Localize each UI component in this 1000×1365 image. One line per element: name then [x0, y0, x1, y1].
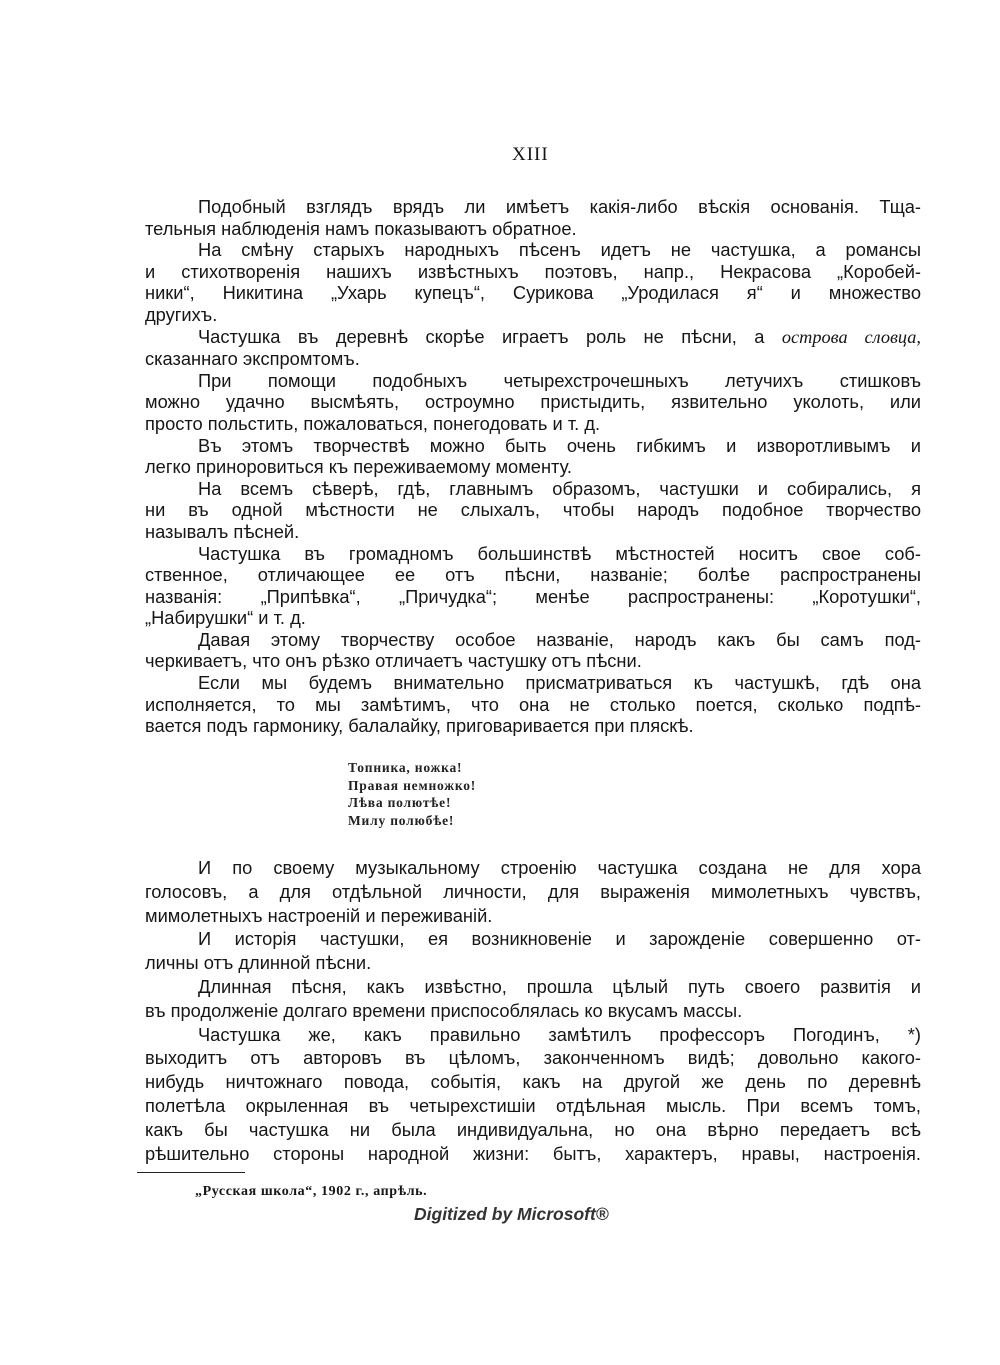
text-line — [145, 650, 921, 672]
text-line — [145, 951, 921, 975]
text-line — [145, 1142, 921, 1166]
text-line — [145, 856, 921, 880]
line-text: На всемъ сѣверѣ, гдѣ, главнымъ образомъ, частушки и собирались, я — [198, 477, 921, 499]
text-line — [145, 413, 921, 435]
line-text: И по своему музыкальному строенію частушка создана не для хора — [198, 857, 921, 878]
line-text: Давая этому творчеству особое названіе, народъ какъ бы самъ под- — [198, 628, 921, 650]
text-line — [145, 326, 921, 349]
verse-line: Лѣва полютѣе! — [348, 795, 452, 810]
text-line — [145, 715, 921, 737]
line-text: Въ этомъ творчествѣ можно быть очень гибкимъ и изворотливымъ и — [198, 434, 921, 456]
line-text: Длинная пѣсня, какъ извѣстно, прошла цѣлый путь своего развитія и — [198, 975, 921, 997]
line-text: названія: „Припѣвка“, „Причудка“; менѣе распространены: „Коротушки“, — [145, 585, 921, 607]
text-line — [145, 629, 921, 651]
text-block-2 — [145, 856, 921, 1165]
line-text: голосовъ, а для отдѣльной личности, для выраженія мимолетныхъ чувствъ, — [145, 880, 921, 902]
digitized-watermark: Digitized by Microsoft® — [414, 1204, 609, 1224]
line-text: Частушка въ деревнѣ скорѣе играетъ роль не пѣсни, а — [198, 325, 782, 347]
line-text: При помощи подобныхъ четырехстрочешныхъ летучихъ стишковъ — [198, 369, 921, 391]
line-text: называлъ пѣсней. — [145, 520, 300, 542]
footnote: „Русская школа“, 1902 г., апрѣль. — [195, 1184, 428, 1199]
italic-phrase: острова словца, — [781, 326, 921, 347]
text-line — [145, 1094, 921, 1118]
text-line — [145, 904, 921, 928]
text-line — [145, 499, 921, 521]
text-line — [145, 348, 921, 370]
page-number: XIII — [512, 144, 549, 165]
text-line — [145, 880, 921, 904]
text-line — [145, 927, 921, 951]
text-line — [145, 282, 921, 304]
line-text: сказаннаго экспромтомъ. — [145, 348, 360, 370]
line-text: На смѣну старыхъ народныхъ пѣсенъ идетъ не частушка, а романсы — [198, 239, 921, 261]
text-line — [145, 999, 921, 1023]
line-text: личны отъ длинной пѣсни. — [145, 952, 372, 974]
line-text: другихъ. — [145, 303, 218, 325]
line-text: Частушка же, какъ правильно замѣтилъ профессоръ Погодинъ, *) — [198, 1023, 921, 1045]
text-line — [145, 435, 921, 457]
text-line — [145, 1023, 921, 1047]
line-text: И исторія частушки, ея возникновеніе и зарожденіе совершенно от- — [198, 928, 921, 950]
line-text: легко приноровиться къ переживаемому моменту. — [145, 456, 573, 478]
line-text: Частушка въ громадномъ большинствѣ мѣстностей носитъ свое соб- — [198, 542, 921, 564]
line-text: рѣшительно стороны народной жизни: бытъ, характеръ, нравы, настроенія. — [145, 1142, 921, 1164]
line-text: ники“, Никитина „Ухарь купецъ“, Сурикова „Уродилася я“ и множество — [145, 282, 921, 304]
text-line — [145, 304, 921, 326]
line-text: просто польстить, пожаловаться, понегодовать и т. д. — [145, 412, 601, 434]
text-block-1 — [145, 196, 921, 737]
line-text: нибудь ничтожнаго повода, событія, какъ на другой же день по деревнѣ — [145, 1071, 921, 1093]
verse-line: Милу полюбѣе! — [348, 812, 455, 828]
text-line — [145, 543, 921, 565]
footnote-rule — [137, 1172, 245, 1173]
text-line — [145, 239, 921, 261]
line-text: можно удачно высмѣять, остроумно пристыдить, язвительно уколоть, или — [145, 391, 921, 413]
line-text: полетѣла окрыленная въ четырехстишіи отдѣльная мысль. При всемъ томъ, — [145, 1094, 921, 1116]
text-line — [145, 672, 921, 694]
line-text: „Набирушки“ и т. д. — [145, 607, 306, 629]
line-text: исполняется, то мы замѣтимъ, что она не столько поется, сколько подпѣ- — [145, 693, 921, 715]
line-text: мимолетныхъ настроеній и переживаній. — [145, 904, 493, 926]
text-line — [145, 1118, 921, 1142]
text-line — [145, 564, 921, 586]
chastushka-verse — [348, 759, 476, 829]
text-line — [145, 391, 921, 413]
line-text: въ продолженіе долгаго времени приспособлялась ко вкусамъ массы. — [145, 999, 743, 1021]
text-line — [145, 586, 921, 608]
text-line — [145, 1046, 921, 1070]
line-text: тельныя наблюденія намъ показываютъ обратное. — [145, 217, 577, 239]
text-line — [145, 370, 921, 392]
verse-line: Правая немножко! — [348, 777, 477, 793]
line-text: ни въ одной мѣстности не слыхалъ, чтобы народъ подобное творчество — [145, 499, 921, 521]
text-line — [145, 456, 921, 478]
text-line — [145, 478, 921, 500]
text-line — [145, 694, 921, 716]
text-line — [145, 261, 921, 283]
line-text: и стихотворенія нашихъ извѣстныхъ поэтовъ, напр., Некрасова „Коробей- — [145, 260, 921, 282]
line-text: черкиваетъ, что онъ рѣзко отличаетъ частушку отъ пѣсни. — [145, 650, 642, 672]
text-line — [145, 521, 921, 543]
line-text: выходитъ отъ авторовъ въ цѣломъ, законченномъ видѣ; довольно какого- — [145, 1047, 921, 1069]
line-text: Подобный взглядъ врядъ ли имѣетъ какія-либо вѣскія основанія. Тща- — [198, 196, 921, 217]
text-line — [145, 196, 921, 218]
line-text: какъ бы частушка ни была индивидуальна, но она вѣрно передаетъ всѣ — [145, 1118, 921, 1140]
line-text: Если мы будемъ внимательно присматриваться къ частушкѣ, гдѣ она — [198, 672, 921, 694]
line-text: ственное, отличающее ее отъ пѣсни, названіе; болѣе распространены — [145, 564, 921, 586]
verse-line: Топника, ножка! — [348, 760, 463, 775]
text-line — [145, 607, 921, 629]
text-line — [145, 218, 921, 240]
text-line — [145, 975, 921, 999]
line-text: вается подъ гармонику, балалайку, приговаривается при пляскѣ. — [145, 715, 694, 737]
text-line — [145, 1070, 921, 1094]
